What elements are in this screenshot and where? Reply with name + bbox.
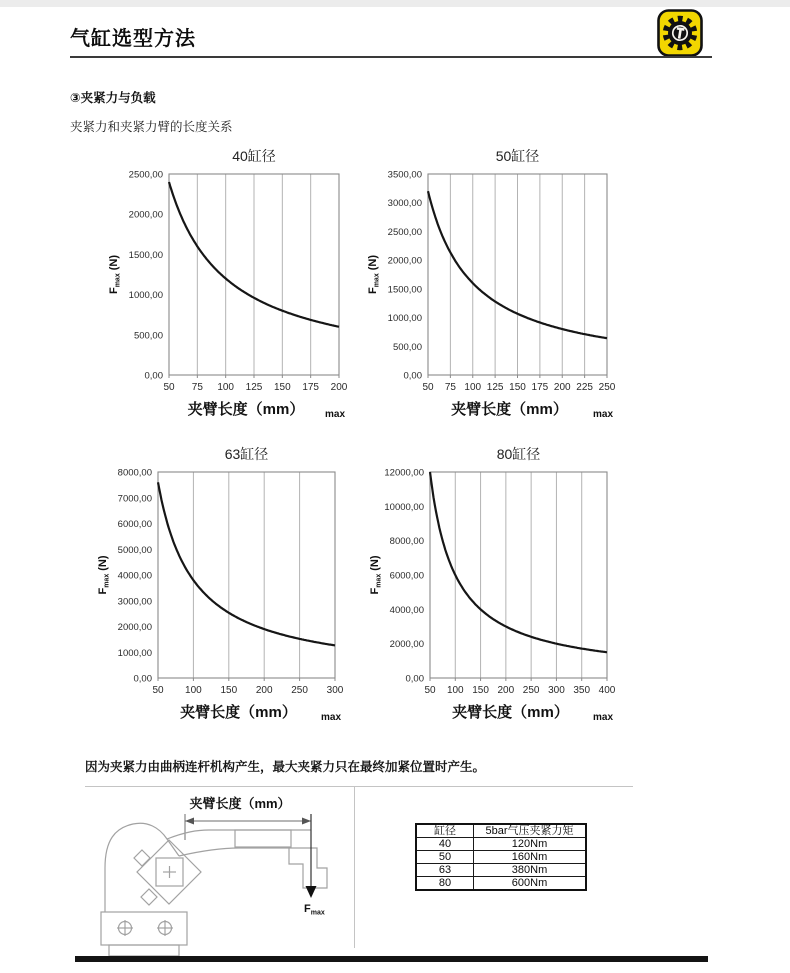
y-tick-label: 5000,00 — [117, 544, 152, 556]
bore-cell: 63 — [416, 864, 474, 877]
clamp-diagram — [85, 794, 355, 956]
y-tick-label: 2000,00 — [387, 255, 422, 267]
max-label: max — [324, 409, 345, 420]
y-tick-label: 4000,00 — [389, 604, 424, 616]
y-tick-label: 0,00 — [144, 370, 163, 382]
torque-table — [415, 823, 587, 891]
y-tick-label: 1000,00 — [387, 313, 422, 325]
y-axis-label: $F_{max}$ (N) — [369, 555, 383, 595]
x-tick-label: 150 — [472, 685, 489, 696]
y-tick-label: 0,00 — [405, 673, 424, 685]
x-tick-label: 150 — [273, 382, 291, 393]
note-text: 因为夹紧力由曲柄连杆机构产生，最大夹紧力只在最终加紧位置时产生。 — [85, 760, 486, 774]
x-axis-label: 夹臂长度（mm） — [452, 704, 569, 721]
dimension-line — [185, 814, 311, 840]
y-tick-label: 2500,00 — [387, 226, 422, 238]
y-tick-label: 8000,00 — [117, 467, 152, 479]
section-heading: ③夹紧力与负载 — [70, 91, 156, 105]
x-tick-label: 50 — [422, 382, 434, 393]
torque-table-row — [416, 864, 586, 877]
x-tick-label: 50 — [424, 685, 436, 696]
force-arrow-icon — [306, 886, 317, 898]
x-tick-label: 300 — [326, 685, 344, 696]
chart-title: 40缸径 — [232, 148, 276, 164]
torque-cell: 600Nm — [474, 877, 587, 891]
x-tick-label: 200 — [330, 382, 348, 393]
x-tick-label: 250 — [522, 685, 540, 696]
x-tick-label: 125 — [245, 382, 263, 393]
bore-cell: 50 — [416, 851, 474, 864]
x-tick-label: 300 — [548, 685, 565, 696]
torque-cell: 380Nm — [474, 864, 587, 877]
x-tick-label: 100 — [217, 382, 235, 393]
torque-table-row — [416, 877, 586, 891]
x-tick-label: 75 — [191, 382, 203, 393]
x-tick-label: 250 — [598, 382, 616, 393]
x-tick-label: 75 — [444, 382, 456, 393]
x-axis-label: 夹臂长度（mm） — [451, 401, 568, 418]
x-tick-label: 225 — [576, 382, 593, 393]
y-tick-label: 2000,00 — [389, 639, 424, 651]
plot-border — [158, 472, 335, 678]
chart-bore-63 — [76, 436, 366, 734]
y-tick-label: 500,00 — [392, 341, 422, 353]
y-axis-label: $F_{max}$ (N) — [97, 555, 111, 595]
brand-logo — [657, 9, 703, 57]
note-divider — [85, 786, 633, 787]
dim-arrow-left — [185, 818, 194, 825]
bore-cell: 40 — [416, 838, 474, 851]
x-axis-label: 夹臂长度（mm） — [180, 704, 297, 721]
x-axis-label: 夹臂长度（mm） — [187, 401, 305, 418]
y-tick-label: 3000,00 — [387, 198, 422, 210]
torque-cell: 160Nm — [474, 851, 587, 864]
x-tick-label: 50 — [152, 685, 164, 696]
y-tick-label: 7000,00 — [117, 493, 152, 505]
x-tick-label: 400 — [598, 685, 616, 696]
y-tick-label: 0,00 — [403, 370, 422, 382]
y-tick-label: 1000,00 — [128, 290, 163, 302]
x-tick-label: 250 — [291, 685, 308, 696]
x-tick-label: 50 — [163, 382, 175, 393]
x-tick-label: 150 — [220, 685, 238, 696]
y-tick-label: 3000,00 — [117, 596, 152, 608]
torque-table-row — [416, 838, 586, 851]
y-tick-label: 4000,00 — [117, 570, 152, 582]
x-tick-label: 175 — [531, 382, 549, 393]
x-tick-label: 175 — [302, 382, 320, 393]
y-tick-label: 6000,00 — [389, 570, 424, 582]
torque-table-row — [416, 851, 586, 864]
y-tick-label: 1500,00 — [387, 284, 422, 296]
x-tick-label: 200 — [255, 685, 273, 696]
clamp-drawing — [101, 823, 327, 956]
chart-bore-50 — [346, 138, 636, 432]
diagram-dim-label: 夹臂长度（mm） — [189, 796, 291, 811]
y-axis-label: $F_{max}$ (N) — [367, 254, 381, 295]
y-tick-label: 6000,00 — [117, 519, 152, 530]
max-label: max — [320, 712, 341, 723]
y-tick-label: 1500,00 — [128, 249, 163, 261]
bore-cell: 80 — [416, 877, 474, 891]
dim-arrow-right — [302, 818, 311, 825]
y-tick-label: 2500,00 — [128, 169, 163, 181]
plot-border — [430, 472, 607, 678]
x-tick-label: 200 — [497, 685, 515, 696]
y-tick-label: 3500,00 — [387, 169, 422, 181]
force-label: $F_{max}$ — [304, 903, 325, 917]
y-tick-label: 1000,00 — [117, 647, 152, 659]
y-tick-label: 2000,00 — [128, 209, 163, 221]
chart-bore-40 — [87, 138, 357, 432]
x-tick-label: 100 — [464, 382, 482, 393]
y-tick-label: 0,00 — [133, 673, 152, 685]
force-curve — [158, 482, 335, 645]
x-tick-label: 125 — [486, 382, 504, 393]
torque-column-header: 5bar气压夹紧力矩 — [474, 824, 587, 838]
y-tick-label: 2000,00 — [117, 622, 152, 633]
y-tick-label: 8000,00 — [389, 536, 424, 548]
torque-cell: 120Nm — [474, 838, 587, 851]
force-curve — [430, 472, 607, 652]
page-title: 气缸选型方法 — [70, 28, 196, 50]
page-edge-strip — [0, 0, 790, 7]
max-label: max — [592, 409, 613, 420]
x-tick-label: 200 — [553, 382, 571, 393]
footer-bar — [75, 956, 708, 962]
bore-column-header: 缸径 — [416, 824, 474, 838]
chart-bore-80 — [348, 436, 638, 734]
y-tick-label: 12000,00 — [384, 467, 424, 479]
y-axis-label: $F_{max}$ (N) — [108, 254, 122, 295]
y-tick-label: 500,00 — [133, 330, 163, 342]
chart-title: 50缸径 — [495, 148, 540, 164]
x-tick-label: 150 — [509, 382, 526, 393]
x-tick-label: 350 — [573, 685, 591, 696]
y-tick-label: 10000,00 — [384, 501, 424, 513]
section-subtitle: 夹紧力和夹紧力臂的长度关系 — [70, 120, 233, 134]
x-tick-label: 100 — [185, 685, 202, 696]
max-label: max — [592, 712, 613, 723]
chart-title: 63缸径 — [224, 446, 269, 462]
header-divider — [70, 56, 712, 58]
chart-title: 80缸径 — [496, 446, 541, 462]
x-tick-label: 100 — [446, 685, 464, 696]
torque-table-header-row — [416, 824, 586, 838]
